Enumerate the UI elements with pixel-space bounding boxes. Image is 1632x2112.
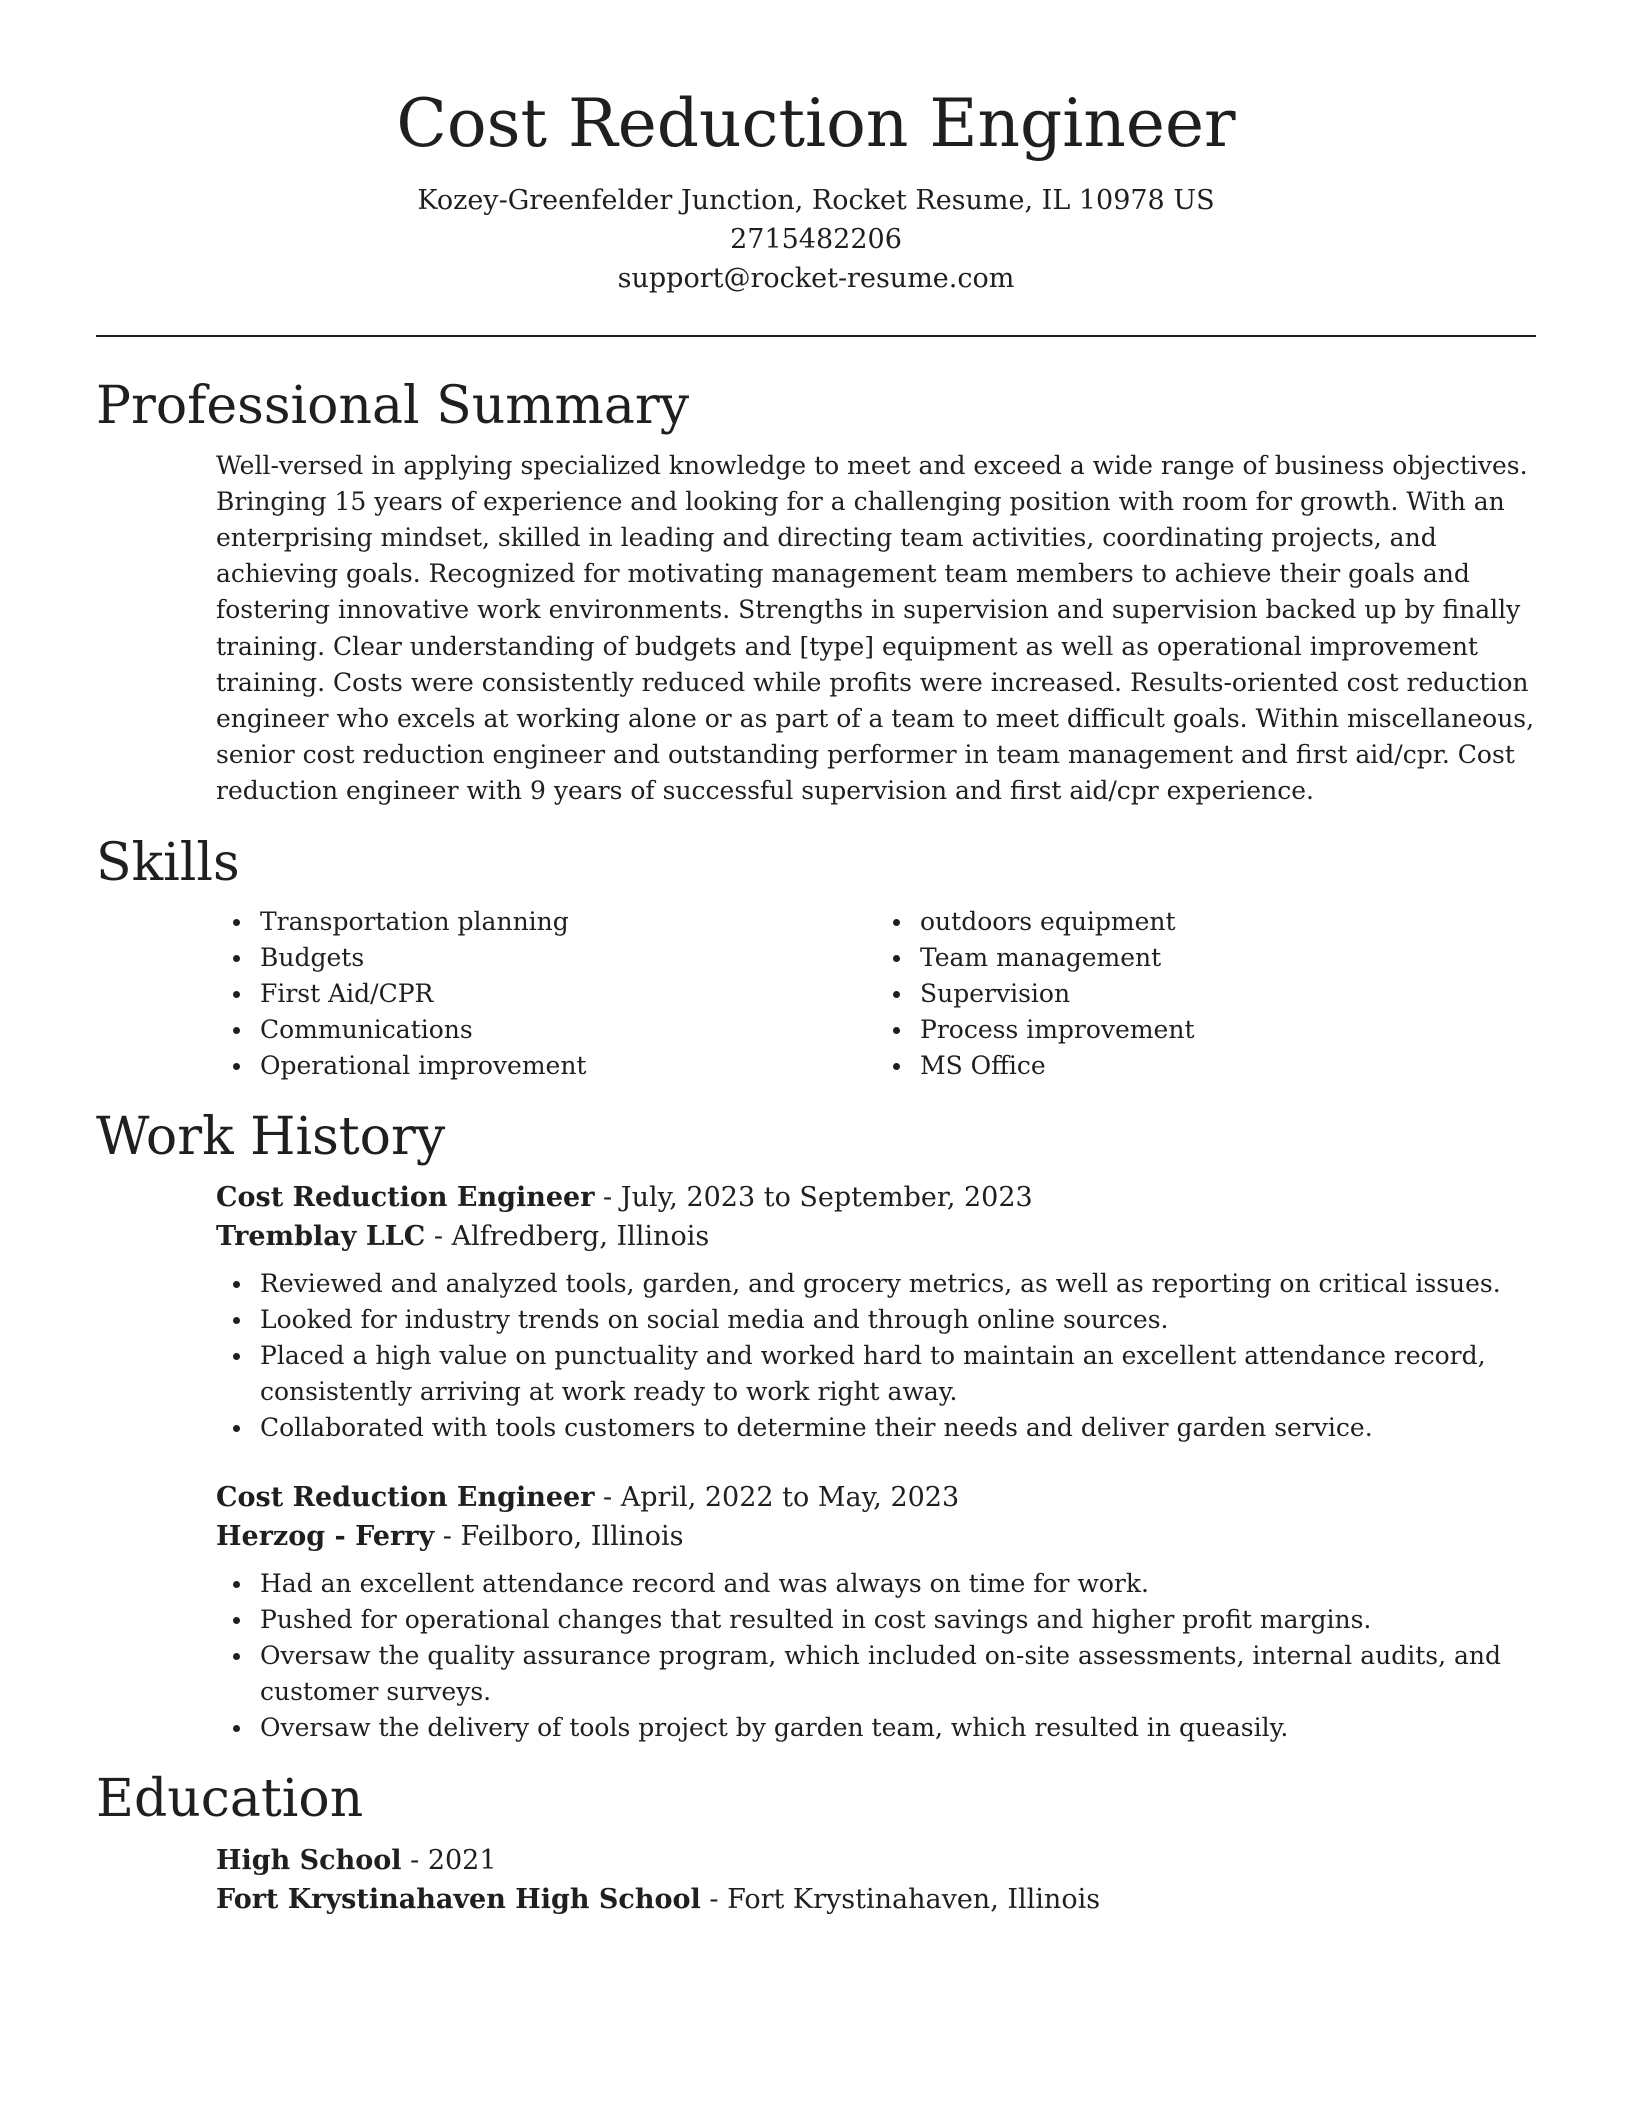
contact-block [96, 181, 1536, 298]
skill-item: Budgets [260, 940, 876, 976]
job-entry [216, 1478, 1536, 1746]
skills-grid [216, 904, 1536, 1084]
job-duty: Oversaw the delivery of tools project by garden team, which resulted in queasily. [260, 1710, 1536, 1746]
job-role: Cost Reduction Engineer [216, 1182, 595, 1214]
job-dates: - April, 2022 to May, 2023 [594, 1482, 960, 1514]
skill-item: MS Office [920, 1048, 1536, 1084]
education-year: - 2021 [401, 1844, 497, 1876]
skill-item: outdoors equipment [920, 904, 1536, 940]
job-duty: Had an excellent attendance record and was always on time for work. [260, 1566, 1536, 1602]
education-degree-line [216, 1841, 1536, 1880]
education-heading: Education [96, 1769, 364, 1830]
job-title-line [216, 1178, 1536, 1217]
job-company-line [216, 1217, 1536, 1256]
skill-item: First Aid/CPR [260, 976, 876, 1012]
job-location: - Alfredberg, Illinois [425, 1221, 710, 1253]
job-company: Tremblay LLC [216, 1221, 426, 1253]
job-duties-list [216, 1566, 1536, 1746]
job-duty: Looked for industry trends on social media and through online sources. [260, 1302, 1536, 1338]
job-duties-list [216, 1266, 1536, 1446]
skill-item: Process improvement [920, 1012, 1536, 1048]
job-entry [216, 1178, 1536, 1446]
job-location: - Feilboro, Illinois [434, 1521, 684, 1553]
skills-list-right [876, 904, 1536, 1084]
education-degree: High School [216, 1844, 402, 1876]
summary-section [96, 375, 1536, 809]
contact-email: support@rocket-resume.com [617, 263, 1015, 295]
resume-header [96, 0, 1536, 298]
resume-page [96, 0, 1536, 1919]
skill-item: Team management [920, 940, 1536, 976]
contact-phone: 2715482206 [730, 224, 902, 256]
skill-item: Communications [260, 1012, 876, 1048]
job-company: Herzog - Ferry [216, 1521, 435, 1553]
job-duty: Reviewed and analyzed tools, garden, and grocery metrics, as well as reporting on critical issues. [260, 1266, 1536, 1302]
skills-section [96, 832, 1536, 1084]
contact-address: Kozey-Greenfelder Junction, Rocket Resume, IL 10978 US [417, 185, 1215, 217]
education-school: Fort Krystinahaven High School [216, 1883, 701, 1915]
job-duty: Placed a high value on punctuality and worked hard to maintain an excellent attendance record, consistently arriving at work ready to work right away. [260, 1338, 1536, 1410]
job-company-line [216, 1517, 1536, 1556]
summary-heading: Professional Summary [96, 376, 690, 437]
candidate-title: Cost Reduction Engineer [396, 85, 1236, 162]
job-duty: Pushed for operational changes that resulted in cost savings and higher profit margins. [260, 1602, 1536, 1638]
work-history-heading: Work History [96, 1107, 446, 1167]
summary-text: Well-versed in applying specialized knowledge to meet and exceed a wide range of business objectives. Bringing 15 years of experience and looking for a challenging position with room for growth. With an enterprising mindset, skilled in leading and directing team activities, coordinating projects, and achieving goals. Recognized for motivating management team members to achieve their goals and fostering innovative work environments. Strengths in supervision and supervision backed up by finally training. Clear understanding of budgets and [type] equipment as well as operational improvement training. Costs were consistently reduced while profits were increased. Results-oriented cost reduction engineer who excels at working alone or as part of a team to meet difficult goals. Within miscellaneous, senior cost reduction engineer and outstanding performer in team management and first aid/cpr. Cost reduction engineer with 9 years of successful supervision and first aid/cpr experience. [216, 450, 1535, 806]
skill-item: Operational improvement [260, 1048, 876, 1084]
education-location: - Fort Krystinahaven, Illinois [700, 1883, 1101, 1915]
job-dates: - July, 2023 to September, 2023 [594, 1182, 1033, 1214]
work-history-section [96, 1106, 1536, 1746]
education-section [96, 1768, 1536, 1918]
header-divider [96, 335, 1536, 337]
job-title-line [216, 1478, 1536, 1517]
job-role: Cost Reduction Engineer [216, 1482, 595, 1514]
skills-list-left [216, 904, 876, 1084]
education-entry [216, 1841, 1536, 1919]
job-duty: Collaborated with tools customers to determine their needs and deliver garden service. [260, 1410, 1536, 1446]
education-school-line [216, 1880, 1536, 1919]
skills-heading: Skills [96, 832, 240, 893]
skill-item: Supervision [920, 976, 1536, 1012]
job-duty: Oversaw the quality assurance program, which included on-site assessments, internal audits, and customer surveys. [260, 1638, 1536, 1710]
skill-item: Transportation planning [260, 904, 876, 940]
